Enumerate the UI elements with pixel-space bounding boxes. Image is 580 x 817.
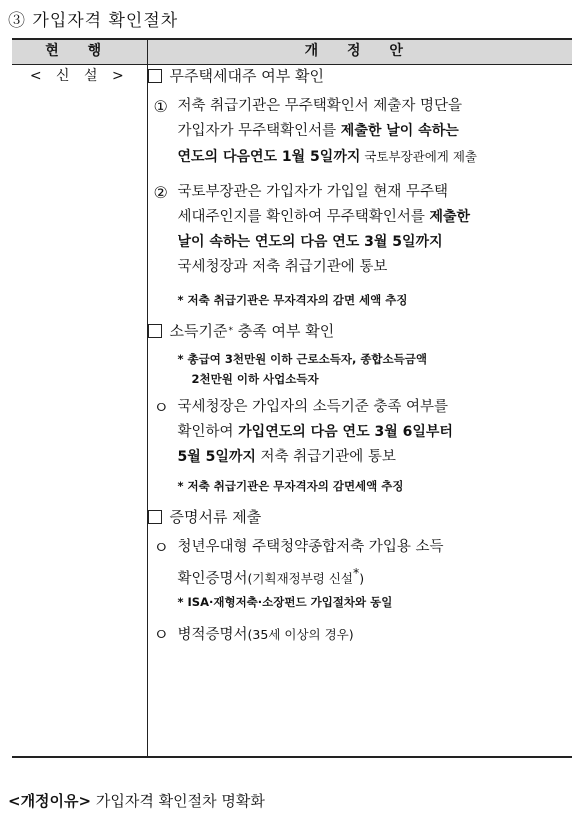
item-bold-text: 5월 5일까지 [177, 449, 256, 465]
footnote: * 총급여 3천만원 이하 근로소득자, 종합소득금액 [177, 352, 427, 366]
item-bold-text: 제출한 [429, 209, 471, 225]
item-small-text: (35세 이상의 경우) [247, 626, 354, 642]
item-bold-text: 가입연도의 다음 연도 3월 6일부터 [238, 424, 453, 440]
footnote: * 저축 취급기관은 무자격자의 감면 세액 추징 [177, 293, 408, 307]
heading-text: 충족 여부 확인 [232, 322, 335, 340]
comparison-table [12, 38, 572, 758]
item-text: 국토부장관에게 제출 [360, 149, 477, 164]
heading-text: 무주택세대주 여부 확인 [169, 67, 324, 85]
header-revised: 개 정 안 [147, 39, 572, 65]
list-item-2 [154, 180, 573, 280]
item-text: 확인증명서 [177, 570, 248, 587]
item-bold-text: 연도의 다음연도 1월 5일까지 [177, 149, 361, 165]
section-title: ③ 가입자격 확인절차 [8, 11, 179, 31]
revision-reason [8, 790, 265, 811]
header-current: 현 행 [12, 39, 147, 65]
list-item [154, 622, 573, 648]
heading-text: 증명서류 제출 [169, 508, 262, 526]
item-small-text: (기획재정부령 신설 [247, 570, 353, 586]
item-text: 세대주인지를 확인하여 무주택확인서를 [177, 209, 430, 225]
circled-two-marker: ② [153, 183, 168, 202]
item-text: 청년우대형 주택청약종합저축 가입용 소득 [177, 539, 444, 555]
footnote: * ISA·재형저축·소장펀드 가입절차와 동일 [177, 594, 393, 609]
list-item [154, 535, 573, 592]
item-text: 국세청장과 저축 취급기관에 통보 [177, 259, 388, 275]
revised-cell [147, 65, 572, 758]
heading-income-criteria [148, 320, 573, 341]
bullet-marker: ㅇ [153, 398, 169, 417]
item-small-text: ) [359, 570, 365, 586]
heading-homeless-household [148, 65, 573, 86]
reason-text: 가입자격 확인절차 명확화 [91, 792, 265, 810]
item-text: 병적증명서 [177, 626, 248, 643]
bullet-marker: ㅇ [153, 538, 169, 557]
heading-proof-documents [148, 506, 573, 527]
asterisk: * [353, 565, 360, 580]
item-text: 저축 취급기관은 무주택확인서 제출자 명단을 [177, 98, 463, 114]
item-bold-text: 제출한 날이 속하는 [340, 123, 459, 139]
item-text: 가입자가 무주택확인서를 [177, 123, 341, 139]
item-bold-text: 날이 속하는 연도의 다음 연도 3월 5일까지 [177, 234, 443, 250]
heading-asterisk: * [228, 325, 233, 336]
table-header-row [12, 39, 572, 65]
checkbox-square-icon [148, 510, 162, 524]
checkbox-square-icon [148, 69, 162, 83]
item-text: 국세청장은 가입자의 소득기준 충족 여부를 [177, 399, 449, 415]
item-text: 저축 취급기관에 통보 [255, 449, 396, 465]
reason-label: <개정이유> [8, 792, 92, 810]
table-body-row [12, 65, 572, 758]
footnote: * 저축 취급기관은 무자격자의 감면세액 추징 [177, 479, 404, 493]
list-item [154, 395, 573, 470]
footnote-continued: 2천만원 이하 사업소득자 [191, 372, 319, 386]
current-cell: < 신 설 > [12, 65, 147, 758]
circled-one-marker: ① [153, 97, 168, 116]
heading-text: 소득기준 [169, 322, 228, 340]
list-item-1 [154, 94, 573, 170]
bullet-marker: ㅇ [153, 624, 169, 644]
item-text: 확인하여 [177, 424, 239, 440]
checkbox-square-icon [148, 324, 162, 338]
item-text: 국토부장관은 가입자가 가입일 현재 무주택 [177, 184, 449, 200]
